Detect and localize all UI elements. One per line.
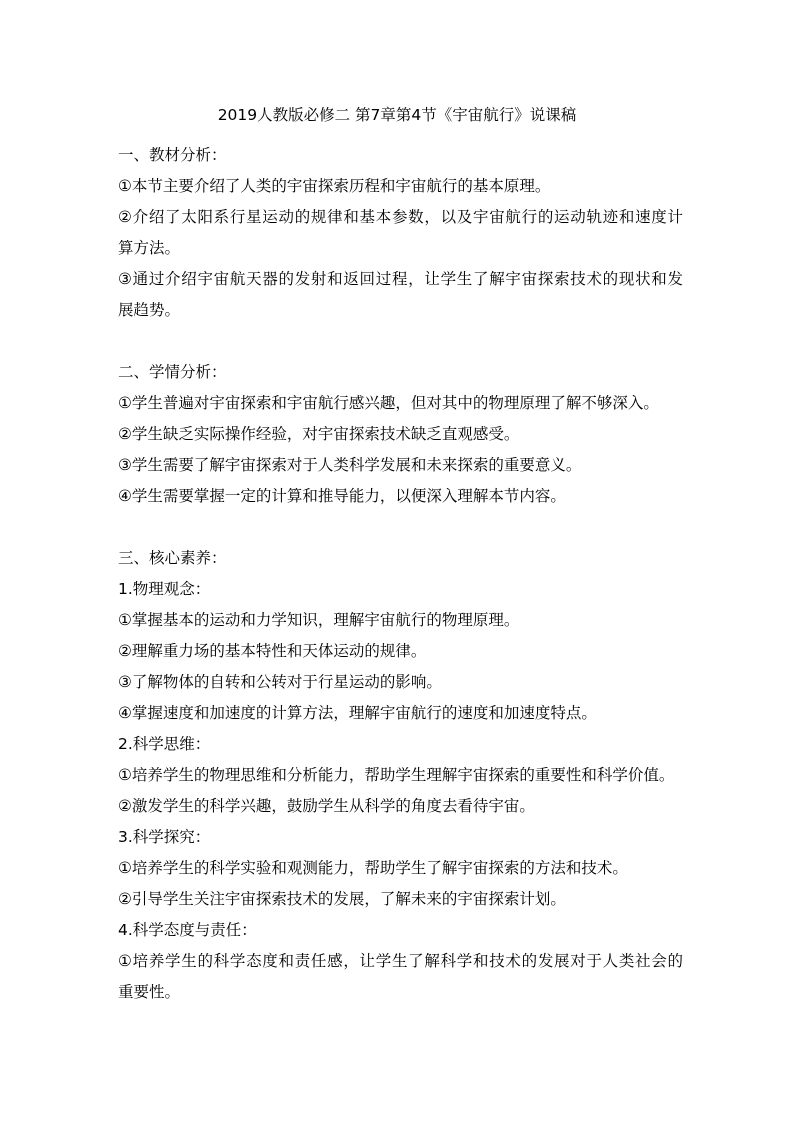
paragraph-line: 展趋势。 [118, 301, 181, 319]
paragraph-line: ②理解重力场的基本特性和天体运动的规律。 [118, 642, 427, 660]
paragraph-line: ②引导学生关注宇宙探索技术的发展，了解未来的宇宙探索计划。 [118, 890, 566, 908]
document-body [118, 140, 683, 1008]
paragraph-line: ④学生需要掌握一定的计算和推导能力，以便深入理解本节内容。 [118, 487, 566, 505]
paragraph-line: ②激发学生的科学兴趣，鼓励学生从科学的角度去看待宇宙。 [118, 797, 535, 815]
blank-line [118, 326, 683, 357]
paragraph-line: 2.科学思维： [118, 735, 211, 753]
paragraph-line: 4.科学态度与责任： [118, 921, 257, 939]
paragraph-line: ③学生需要了解宇宙探索对于人类科学发展和未来探索的重要意义。 [118, 456, 582, 474]
paragraph-line: ④掌握速度和加速度的计算方法，理解宇宙航行的速度和加速度特点。 [118, 704, 597, 722]
paragraph-line: ①培养学生的科学态度和责任感，让学生了解科学和技术的发展对于人类社会的 [118, 952, 683, 970]
paragraph-line: ①学生普遍对宇宙探索和宇宙航行感兴趣，但对其中的物理原理了解不够深入。 [118, 394, 659, 412]
paragraph-line: 二、学情分析： [118, 363, 227, 381]
paragraph-line: ②介绍了太阳系行星运动的规律和基本参数，以及宇宙航行的运动轨迹和速度计 [118, 208, 683, 226]
paragraph-line: 1.物理观念： [118, 580, 211, 598]
document-title: 2019人教版必修二 第7章第4节《宇宙航行》说课稿 [217, 106, 577, 124]
paragraph-line: 一、教材分析： [118, 146, 227, 164]
paragraph-line: ③通过介绍宇宙航天器的发射和返回过程，让学生了解宇宙探索技术的现状和发 [118, 270, 683, 288]
paragraph-line: 算方法。 [118, 239, 181, 257]
paragraph-line: ①培养学生的科学实验和观测能力，帮助学生了解宇宙探索的方法和技术。 [118, 859, 628, 877]
paragraph-line: 重要性。 [118, 983, 181, 1001]
blank-line [118, 512, 683, 543]
paragraph-line: ①本节主要介绍了人类的宇宙探索历程和宇宙航行的基本原理。 [118, 177, 551, 195]
paragraph-line: ①培养学生的物理思维和分析能力，帮助学生理解宇宙探索的重要性和科学价值。 [118, 766, 675, 784]
paragraph-line: ①掌握基本的运动和力学知识，理解宇宙航行的物理原理。 [118, 611, 520, 629]
paragraph-line: ③了解物体的自转和公转对于行星运动的影响。 [118, 673, 442, 691]
paragraph-line: 3.科学探究： [118, 828, 211, 846]
paragraph-line: 三、核心素养： [118, 549, 227, 567]
paragraph-line: ②学生缺乏实际操作经验，对宇宙探索技术缺乏直观感受。 [118, 425, 520, 443]
